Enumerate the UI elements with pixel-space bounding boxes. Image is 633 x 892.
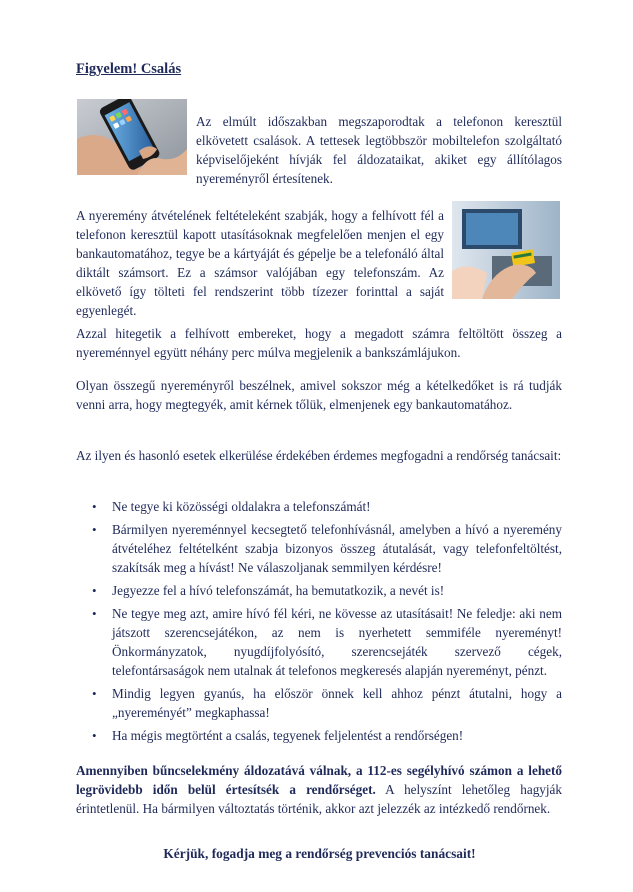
- list-item: [90, 684, 562, 722]
- list-item: [90, 581, 562, 600]
- phone-photo: [77, 99, 187, 175]
- deception-paragraph: Azzal hitegetik a felhívott embereket, hogy a megadott számra feltöltött összeg a nyereménnyel együtt néhány perc múlva megjelenik a bankszámlájukon.: [76, 326, 562, 360]
- tip-text: Mindig legyen gyanús, ha először önnek kell ahhoz pénzt átutalni, hogy a „nyereményét” megkaphassa!: [112, 686, 562, 720]
- atm-photo: [452, 201, 560, 299]
- amount-paragraph: Olyan összegű nyereményről beszélnek, amivel sokszor még a kételkedőket is rá tudják venni arra, hogy megtegyék, amit kérnek tőlük, elmenjenek egy bankautomatához.: [76, 378, 562, 412]
- closing-statement: Kérjük, fogadja meg a rendőrség prevenciós tanácsait!: [163, 846, 476, 861]
- list-item: [90, 726, 562, 745]
- page-title: Figyelem! Csalás: [76, 61, 182, 77]
- tip-text: Bármilyen nyereménnyel kecsegtető telefonhívásnál, amelyben a hívó a nyeremény átvételéhez feltételként szabja bizonyos összeg átutalását, vagy telefonfeltöltést, szakítsák meg a hívást! Ne válaszoljanak semmilyen kérdésre!: [112, 522, 562, 575]
- advice-intro-paragraph: Az ilyen és hasonló esetek elkerülése érdekében érdemes megfogadni a rendőrség tanácsait:: [76, 448, 562, 463]
- bullet-icon: •: [92, 499, 97, 514]
- tip-text: Ha mégis megtörtént a csalás, tegyenek feljelentést a rendőrségen!: [112, 728, 464, 743]
- list-item: [90, 604, 562, 680]
- scene-instruction-text: A helyszínt lehetőleg hagyják érintetlenül. Ha bármilyen változtatás történik, akkor azt jelezzék az intézkedő rendőrnek.: [76, 782, 562, 816]
- bullet-icon: •: [92, 522, 97, 537]
- atm-illustration: [452, 201, 560, 299]
- emergency-call-text: Amennyiben bűncselekmény áldozatává válnak, a 112-es segélyhívó számon a lehető legrövidebb időn belül értesítsék a rendőrséget.: [76, 763, 562, 797]
- police-tips-list: [90, 497, 562, 745]
- bullet-icon: •: [92, 728, 97, 743]
- condition-paragraph: A nyeremény átvételének feltételeként szabják, hogy a felhívott fél a telefonon keresztül kapott utasításoknak megfelelően menjen el egy bankautomatához, tegye be a kártyáját és gépelje be a telefonáló által diktált számsort. Ez a számsor valójában egy telefonszám. Az elkövető így tölteti fel rendszerint több tízezer forinttal a saját egyenlegét.: [76, 208, 444, 318]
- bullet-icon: •: [92, 583, 97, 598]
- list-item: [90, 520, 562, 577]
- tip-text: Jegyezze fel a hívó telefonszámát, ha bemutatkozik, a nevét is!: [112, 583, 445, 598]
- emergency-paragraph: [76, 761, 562, 818]
- bullet-icon: •: [92, 606, 97, 621]
- intro-paragraph: Az elmúlt időszakban megszaporodtak a telefonon keresztül elkövetett csalások. A tettesek legtöbbször mobiltelefon szolgáltató képviselőjeként hívják fel áldozataikat, akiket egy állítólagos nyereményről értesítenek.: [196, 114, 562, 186]
- tip-text: Ne tegye ki közösségi oldalakra a telefonszámát!: [112, 499, 371, 514]
- phone-illustration: [77, 99, 187, 175]
- tip-text: Ne tegye meg azt, amire hívó fél kéri, ne kövesse az utasításait! Ne feledje: aki nem játszott szerencsejátékon, az nem is nyerhetett semmiféle nyereményt! Önkormányzatok, nyugdíjfolyósító, szerencsejáték szervező cégek, telefontársaságok nem utalnak át telefonos megkeresés alapján nyereményt, pénzt.: [112, 606, 562, 678]
- list-item: [90, 497, 562, 516]
- bullet-icon: •: [92, 686, 97, 701]
